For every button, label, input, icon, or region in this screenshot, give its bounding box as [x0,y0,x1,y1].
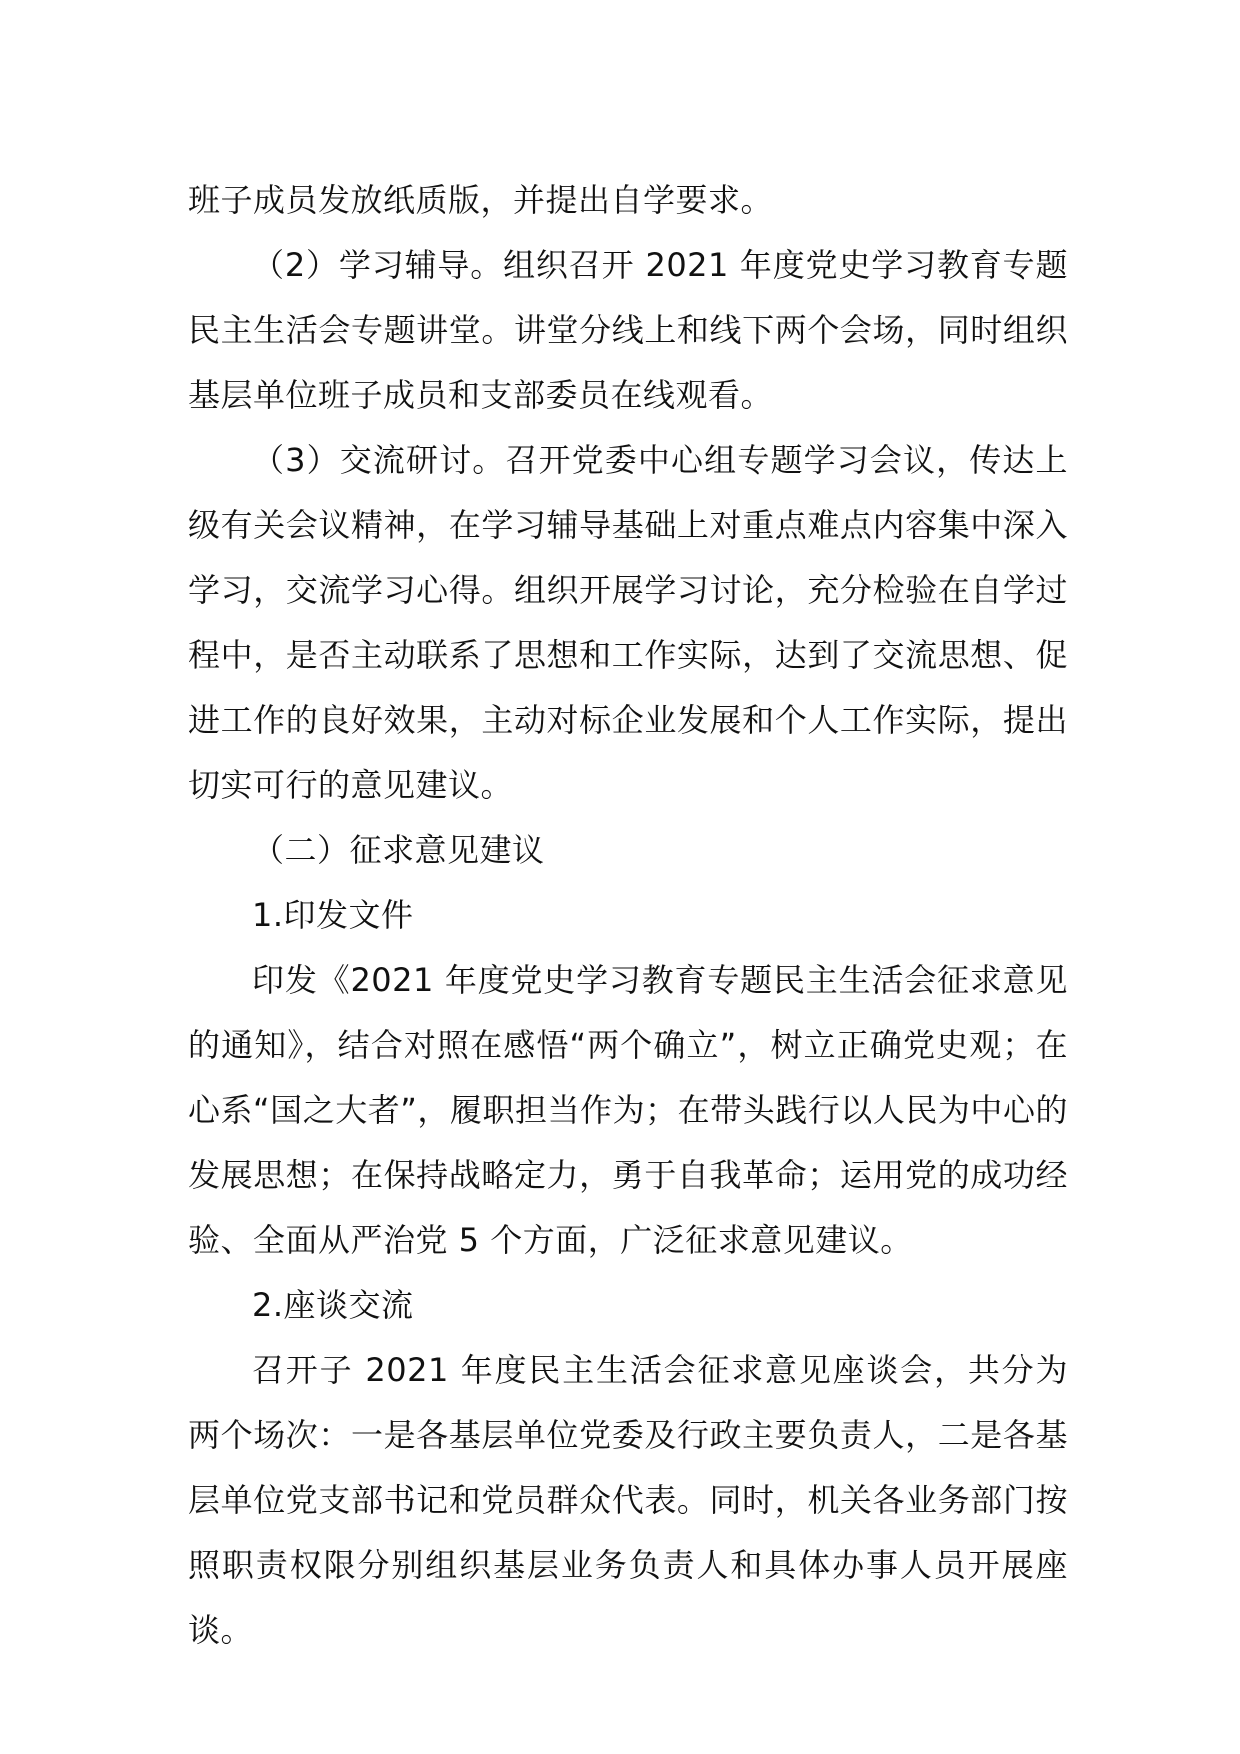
subheading-issue-documents: 1.印发文件 [252,896,414,934]
paragraph-exchange-discussion: （3）交流研讨。召开党委中心组专题学习会议，传达上级有关会议精神，在学习辅导基础上对重点难点内容集中深入学习，交流学习心得。组织开展学习讨论，充分检验在自学过程中，是否主动联系了思想和工作实际，达到了交流思想、促进工作的良好效果，主动对标企业发展和个人工作实际，提出切实可行的意见建议。 [188,441,1068,804]
paragraph-symposium: 召开子 2021 年度民主生活会征求意见座谈会，共分为两个场次：一是各基层单位党委及行政主要负责人，二是各基层单位党支部书记和党员群众代表。同时，机关各业务部门按照职责权限分别组织基层业务负责人和具体办事人员开展座谈。 [188,1351,1068,1649]
section-heading-solicit-opinions: （二）征求意见建议 [252,831,545,869]
subheading-symposium: 2.座谈交流 [252,1286,414,1324]
document-body [188,168,1068,1663]
paragraph-issue-documents: 印发《2021 年度党史学习教育专题民主生活会征求意见的通知》，结合对照在感悟“两个确立”，树立正确党史观；在心系“国之大者”，履职担当作为；在带头践行以人民为中心的发展思想；在保持战略定力，勇于自我革命；运用党的成功经验、全面从严治党 5 个方面，广泛征求意见建议。 [188,961,1068,1259]
paragraph-continuation: 班子成员发放纸质版，并提出自学要求。 [188,181,774,219]
paragraph-study-guidance: （2）学习辅导。组织召开 2021 年度党史学习教育专题民主生活会专题讲堂。讲堂分线上和线下两个会场，同时组织基层单位班子成员和支部委员在线观看。 [188,246,1068,414]
